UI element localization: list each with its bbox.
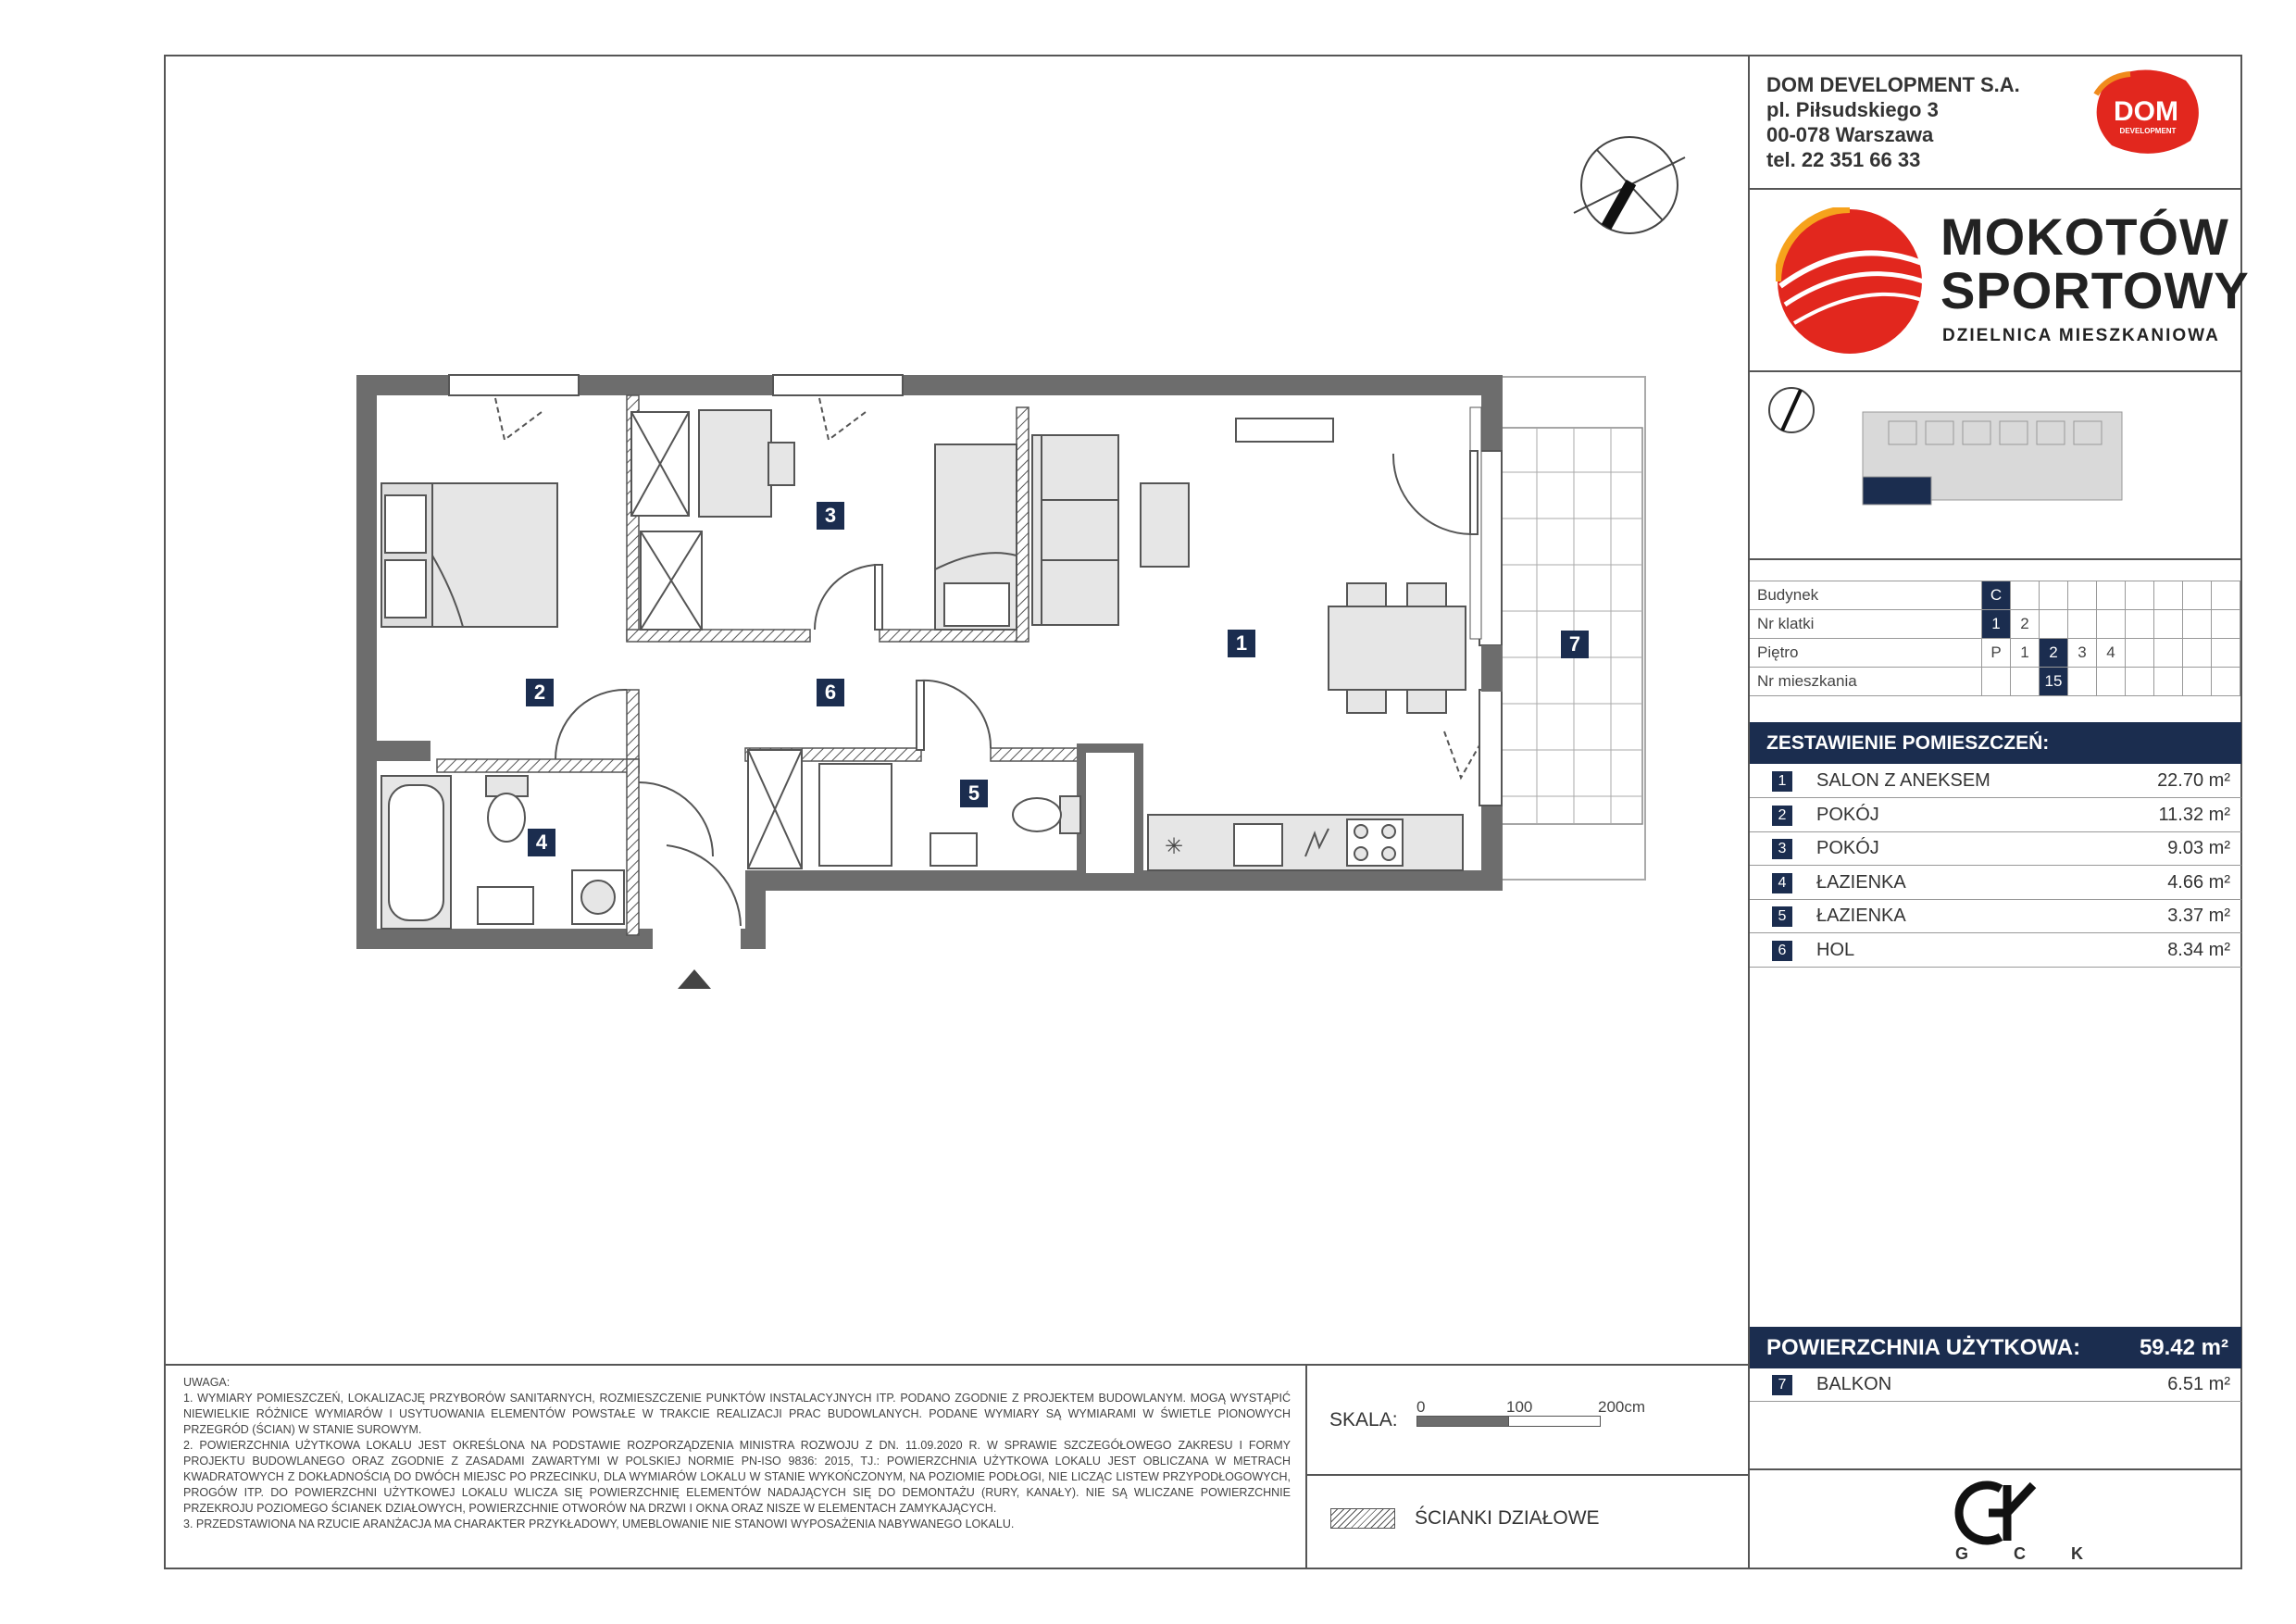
- room-area: 6.51 m²: [2167, 1374, 2230, 1394]
- info-row: [1750, 639, 2240, 668]
- info-cell: 1: [1982, 610, 2011, 639]
- balcony-row: [1750, 1368, 2241, 1402]
- wall: [375, 741, 430, 761]
- info-cell: [2126, 610, 2154, 639]
- balcony-door: [1479, 690, 1502, 806]
- room-name: SALON Z ANEKSEM: [1816, 770, 1990, 791]
- partition-legend-label: ŚCIANKI DZIAŁOWE: [1415, 1507, 1600, 1529]
- company-address: [1766, 72, 2020, 172]
- scale-tick: 0: [1416, 1398, 1426, 1416]
- room-row: [1750, 832, 2241, 866]
- toilet: [486, 776, 528, 842]
- info-cell: 15: [2040, 668, 2068, 696]
- kitchen-counter: [1148, 815, 1463, 870]
- room-area: 9.03 m²: [2167, 838, 2230, 858]
- scale-bar-filled: [1416, 1416, 1509, 1427]
- info-cell: 2: [2040, 639, 2068, 668]
- bathtub: [381, 776, 451, 929]
- notes: [183, 1375, 1291, 1532]
- coffee-table: [1141, 483, 1189, 567]
- logo-sub: DEVELOPMENT: [2119, 127, 2177, 135]
- dom-development-logo: [2089, 67, 2205, 159]
- room-name: POKÓJ: [1816, 838, 1879, 858]
- scale-bar-empty: [1508, 1416, 1601, 1427]
- info-cell: [2212, 639, 2240, 668]
- wall: [1481, 645, 1503, 692]
- room-name: BALKON: [1816, 1374, 1892, 1394]
- room-row: [1750, 765, 2241, 798]
- info-label: Budynek: [1750, 581, 1982, 610]
- room-badge: 2: [526, 679, 554, 706]
- room-number: 1: [1772, 771, 1792, 792]
- project-subtitle: DZIELNICA MIESZKANIOWA: [1942, 326, 2220, 345]
- bed: [381, 483, 557, 627]
- info-cell: [2040, 610, 2068, 639]
- project-title-line1: MOKOTÓW: [1940, 207, 2229, 266]
- partition-legend-swatch: [1330, 1508, 1395, 1529]
- balcony-door: [1479, 451, 1502, 645]
- room-number: 6: [1772, 941, 1792, 961]
- info-cell: [2183, 610, 2212, 639]
- room-badge: 3: [817, 502, 844, 530]
- sink: [930, 833, 977, 866]
- room-area: 3.37 m²: [2167, 906, 2230, 926]
- info-cell: [2097, 668, 2126, 696]
- sofa: [1032, 435, 1118, 625]
- info-row: [1750, 668, 2240, 696]
- room-name: HOL: [1816, 939, 1855, 960]
- info-row: [1750, 581, 2240, 610]
- note-item: 2. POWIERZCHNIA UŻYTKOWA LOKALU JEST OKREŚLONA NA PODSTAWIE ROZPORZĄDZENIA MINISTRA ROZWOJU Z DN. 11.09.2020 R. W SPRAWIE SZCZEGÓŁOWEGO ZAKRESU I FORMY PROJEKTU BUDOWLANEGO ORAZ ZGODNIE Z ZASADAMI ZAWARTYMI W POLSKIEJ NORMIE PN-ISO 9836: 2015, TJ.: POWIERZCHNIA UŻYTKOWA LOKALU JEST OBLICZANA W METRACH KWADRATOWYCH Z DOKŁADNOŚCIĄ DO DWÓCH MIEJSC PO PRZECINKU, DLA WYMIARÓW LOKALU W STANIE WYKOŃCZONYM, NA POZIOMIE PODŁOGI, NIE LICZĄC LISTEW PRZYPODŁOGOWYCH, PROGÓW ITP. DO POWIERZCHNI UŻYTKOWEJ LOKALU WLICZA SIĘ POWIERZCHNIĘ ELEMENTÓW NADAJĄCYCH SIĘ DO DEMONTAŻU (RURY, KANAŁY). NIE SĄ WLICZANE POWIERZCHNIE PRZEKROJU POZIOMEGO ŚCIANEK DZIAŁOWYCH, POWIERZCHNIE OTWORÓW NA DRZWI I OKNA ORAZ NISZE W ELEMENTACH ZAMYKAJĄCYCH.: [183, 1439, 1291, 1515]
- room-row: [1750, 934, 2241, 968]
- room-row: [1750, 799, 2241, 832]
- info-cell: 3: [2068, 639, 2097, 668]
- room-badge: 6: [817, 679, 844, 706]
- entrance-icon: [678, 969, 711, 989]
- info-cell: [1982, 668, 2011, 696]
- info-cell: 2: [2011, 610, 2040, 639]
- room-area: 4.66 m²: [2167, 871, 2230, 893]
- room-number: 5: [1772, 906, 1792, 927]
- info-cell: [2068, 668, 2097, 696]
- room-badge: 5: [960, 780, 988, 807]
- info-cell: [2126, 581, 2154, 610]
- info-cell: [2126, 668, 2154, 696]
- info-cell: [2183, 668, 2212, 696]
- logo-text: DOM: [2114, 96, 2178, 127]
- info-cell: [2068, 610, 2097, 639]
- room-name: ŁAZIENKA: [1816, 906, 1906, 926]
- tv-unit: [1236, 418, 1333, 442]
- shaft: [1081, 748, 1139, 878]
- info-label: Piętro: [1750, 639, 1982, 668]
- info-cell: 4: [2097, 639, 2126, 668]
- window: [773, 375, 903, 395]
- info-cell: [2183, 581, 2212, 610]
- sink: [478, 887, 533, 924]
- info-label: Nr klatki: [1750, 610, 1982, 639]
- desk: [699, 410, 794, 517]
- company-street: pl. Piłsudskiego 3: [1766, 98, 1939, 121]
- shower: [819, 764, 892, 866]
- project-title: [1940, 207, 2250, 319]
- info-cell: [2183, 639, 2212, 668]
- scale-tick: 100: [1506, 1398, 1533, 1416]
- washing-machine-drum: [581, 881, 615, 914]
- room-number: 3: [1772, 839, 1792, 859]
- info-label: Nr mieszkania: [1750, 668, 1982, 696]
- info-cell: [2040, 581, 2068, 610]
- room-badge: 1: [1228, 630, 1255, 657]
- svg-text:✳: ✳: [1165, 834, 1184, 859]
- room-name: POKÓJ: [1816, 804, 1879, 825]
- toilet: [1013, 796, 1080, 833]
- gck-logo-text: G C K: [1955, 1544, 2104, 1563]
- room-badge: 7: [1561, 631, 1589, 658]
- info-row: [1750, 610, 2240, 639]
- info-cell: [2212, 581, 2240, 610]
- info-cell: P: [1982, 639, 2011, 668]
- company-city: 00-078 Warszawa: [1766, 123, 1934, 146]
- window: [449, 375, 579, 395]
- room-number: 7: [1772, 1375, 1792, 1395]
- scale-tick: 200cm: [1598, 1398, 1646, 1416]
- info-cell: [2097, 610, 2126, 639]
- info-cell: [2154, 581, 2183, 610]
- bed: [935, 444, 1017, 630]
- info-cell: [2212, 610, 2240, 639]
- room-name: ŁAZIENKA: [1816, 871, 1906, 893]
- room-number: 2: [1772, 806, 1792, 826]
- notes-title: UWAGA:: [183, 1376, 231, 1389]
- info-cell: [2068, 581, 2097, 610]
- company-phone: tel. 22 351 66 33: [1766, 148, 1921, 171]
- info-cell: [2154, 610, 2183, 639]
- company-name: DOM DEVELOPMENT S.A.: [1766, 73, 2020, 96]
- room-area: 8.34 m²: [2167, 939, 2230, 960]
- room-area: 11.32 m²: [2158, 804, 2230, 825]
- room-number: 4: [1772, 873, 1792, 893]
- room-badge: 4: [528, 829, 555, 856]
- apartment-info-table: [1750, 581, 2240, 696]
- project-title-line2: SPORTOWY: [1940, 261, 2250, 319]
- scale-label: SKALA:: [1329, 1409, 1398, 1430]
- info-cell: [2154, 639, 2183, 668]
- balcony-area: [1500, 377, 1645, 880]
- note-item: 1. WYMIARY POMIESZCZEŃ, LOKALIZACJĘ PRZYBORÓW SANITARNYCH, ROZMIESZCZENIE PUNKTÓW INSTALACYJNYCH ITP. PODANO ZGODNIE Z PROJEKTEM BUDOWLANYM. MOGĄ WYSTĄPIĆ NIEWIELKIE RÓŻNICE WYMIARÓW I USYTUOWANIA ELEMENTÓW POWSTAŁE W TRAKCIE REALIZACJI PRAC BUDOWLANYCH. PODANE WYMIARY SĄ WYMIARAMI W ŚWIETLE PIONOWYCH PRZEGRÓD (ŚCIAN) W STANIE SUROWYM.: [183, 1392, 1291, 1436]
- room-area: 22.70 m²: [2157, 770, 2230, 791]
- info-cell: [2126, 639, 2154, 668]
- info-cell: [2011, 668, 2040, 696]
- total-area: [1750, 1327, 2241, 1368]
- dining-table: [1329, 583, 1466, 713]
- building-key-plan: [1863, 412, 2122, 505]
- room-row: [1750, 867, 2241, 900]
- compass-icon: [1574, 137, 1685, 233]
- compass-icon: [1769, 388, 1814, 432]
- info-cell: [2154, 668, 2183, 696]
- info-cell: C: [1982, 581, 2011, 610]
- info-cell: [2097, 581, 2126, 610]
- total-label: POWIERZCHNIA UŻYTKOWA:: [1766, 1335, 2081, 1360]
- total-value: 59.42 m²: [2139, 1335, 2228, 1360]
- info-cell: [2011, 581, 2040, 610]
- note-item: 3. PRZEDSTAWIONA NA RZUCIE ARANŻACJA MA CHARAKTER PRZYKŁADOWY, UMEBLOWANIE NIE STANOWI WYPOSAŻENIA NABYWANEGO LOKALU.: [183, 1518, 1015, 1530]
- room-row: [1750, 900, 2241, 933]
- info-cell: 1: [2011, 639, 2040, 668]
- rooms-header: ZESTAWIENIE POMIESZCZEŃ:: [1750, 722, 2241, 764]
- info-cell: [2212, 668, 2240, 696]
